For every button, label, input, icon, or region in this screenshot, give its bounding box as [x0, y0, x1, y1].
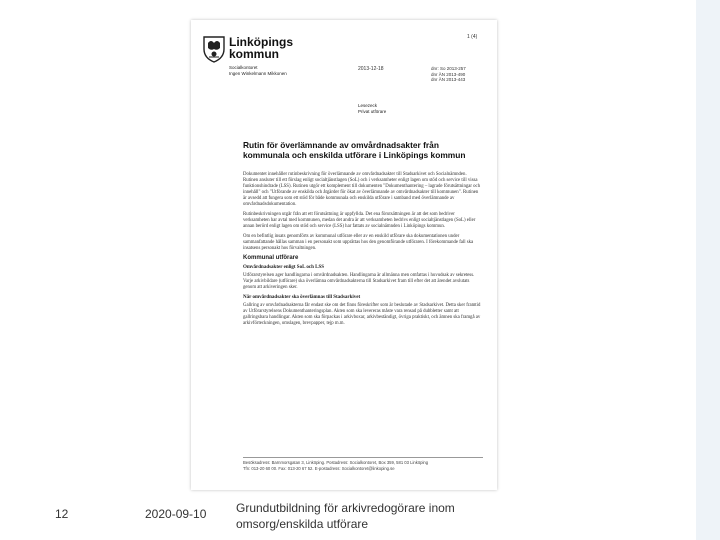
coat-of-arms-icon — [203, 35, 225, 63]
reference-numbers — [431, 66, 466, 83]
recipient: Lesezeck — [358, 103, 378, 108]
footer-address: Besöksadress: Barnmorsgatan 3, Linköping. Postadress: Socialkontoret, Box 359, 581 03 Linköping — [243, 460, 429, 465]
org-name-line2: kommun — [229, 47, 280, 61]
department-block — [229, 65, 287, 76]
slide-number: 12 — [55, 507, 69, 521]
slide-caption: Grundutbildning för arkivredogörare inom omsorg/enskilda utförare — [236, 501, 455, 531]
body-paragraph: Rutinbeskrivningen utgår från att ett förutsättning är uppfyllda. Det ena förutsättningen är att det som bedriver verksamheten har avtal med kommunen, medan det andra är att verksamheten bedrivs enligt socialtjänstlagen (SoL) eller annan berörd enligt lagen om stöd och service (LSS) har fattats av socialnämnden i Linköpings kommun. — [243, 211, 476, 229]
org-name-line1: Linköpings — [229, 35, 293, 49]
reference-number: dnr ÄN 2013-443 — [431, 77, 466, 83]
page-number: 1 (4) — [467, 34, 478, 40]
body-paragraph: Dokumentet innehåller rutinbeskrivning för överlämnande av omvårdnadsakter till Stadsarkivet och Socialnämnden. Rutinen ansluter till ett förslag enligt socialtjänstlagen (SoL) och i verksamheter enligt lagen om stöd och service till vissa funktionshindrade (LSS). Rutinen utgör ett komplement till dokumenten "Dokumenthantering – lagrade förutsättningar och innehåll" och "Utförande av enskilda och åtgärder för ökat av överlämnande av omvårdnadsakter till kommunen". Rutinen är avsedd att fungera som ett stöd för både kommunala och enskilda utförare i samband med överlämnande av omvårdnadsdokumentation. — [243, 172, 481, 207]
recipient: Privat utförare — [358, 108, 387, 114]
author-name: Ingen Winkelmann Mikkonen — [229, 70, 287, 76]
document-footer — [243, 460, 488, 471]
body-paragraph: Utförarstyrelsen ager handlingarna i omvårdnadsakten. Handlingarna är allmänna men omfattas i huvudsak av sekretess. Varje arkivbildare (utförare) ska överlämna omvårdnadsakterna till Stadsarkivet fram till efter det att ärendet avslutats genom att arkiveringen sker. — [243, 273, 475, 290]
footer-contact: Tfn: 013-20 60 00. Fax: 013-20 67 52. E-postadress: Socialkontoret@linkoping.se — [243, 465, 395, 471]
document-date: 2013-12-18 — [358, 66, 384, 72]
recipients — [358, 103, 386, 114]
footer-divider — [243, 457, 483, 458]
section-subheading: När omvårdnadsakter ska överlämnas till Stadsarkivet — [243, 295, 361, 301]
document-body — [243, 172, 481, 331]
body-paragraph: Gallring av omvårdnadsakterna får endast ske om det finns föreskrifter som är beslutade av Stadsarkivet. Detta sker framtid av Utförarstyrelsens Dokumenthanteringsplan. Akten som ska levereras måste vara rensad på dubbletter samt att gallringsbara handlingar. Akten som ska förpackas i arkivboxar, arkivbeständigt, övriga praktiskt, och ämnen ska framgå av arkivförteckningen, omslagen, brevpapper, tejp m.m. — [243, 303, 481, 327]
org-name — [229, 36, 293, 60]
section-subheading: Omvårdnadsakter enligt SoL och LSS — [243, 265, 325, 271]
document-title: Rutin för överlämnande av omvårdnadsakter från kommunala och enskilda utförare i Linköpings kommun — [243, 140, 466, 160]
section-heading: Kommunal utförare — [243, 255, 299, 262]
right-edge-strip — [696, 0, 720, 540]
reference-number: dnr ÄN 2013-490 — [431, 71, 466, 77]
reference-number: dnr: So 2013-257 — [431, 66, 466, 71]
document-page — [191, 20, 497, 490]
body-paragraph: Om en befintlig insats genomförts av kommunal utförare eller av en enskild utförare ska dokumentationen under sammanfattande hållas samman i en personakt som upprättas hos den genomförande utföraren. I förekommande fall ska insatsens personakt hos förvaltningen. — [243, 234, 474, 251]
department-name: Socialkontoret — [229, 65, 258, 70]
slide-date: 2020-09-10 — [145, 507, 207, 521]
